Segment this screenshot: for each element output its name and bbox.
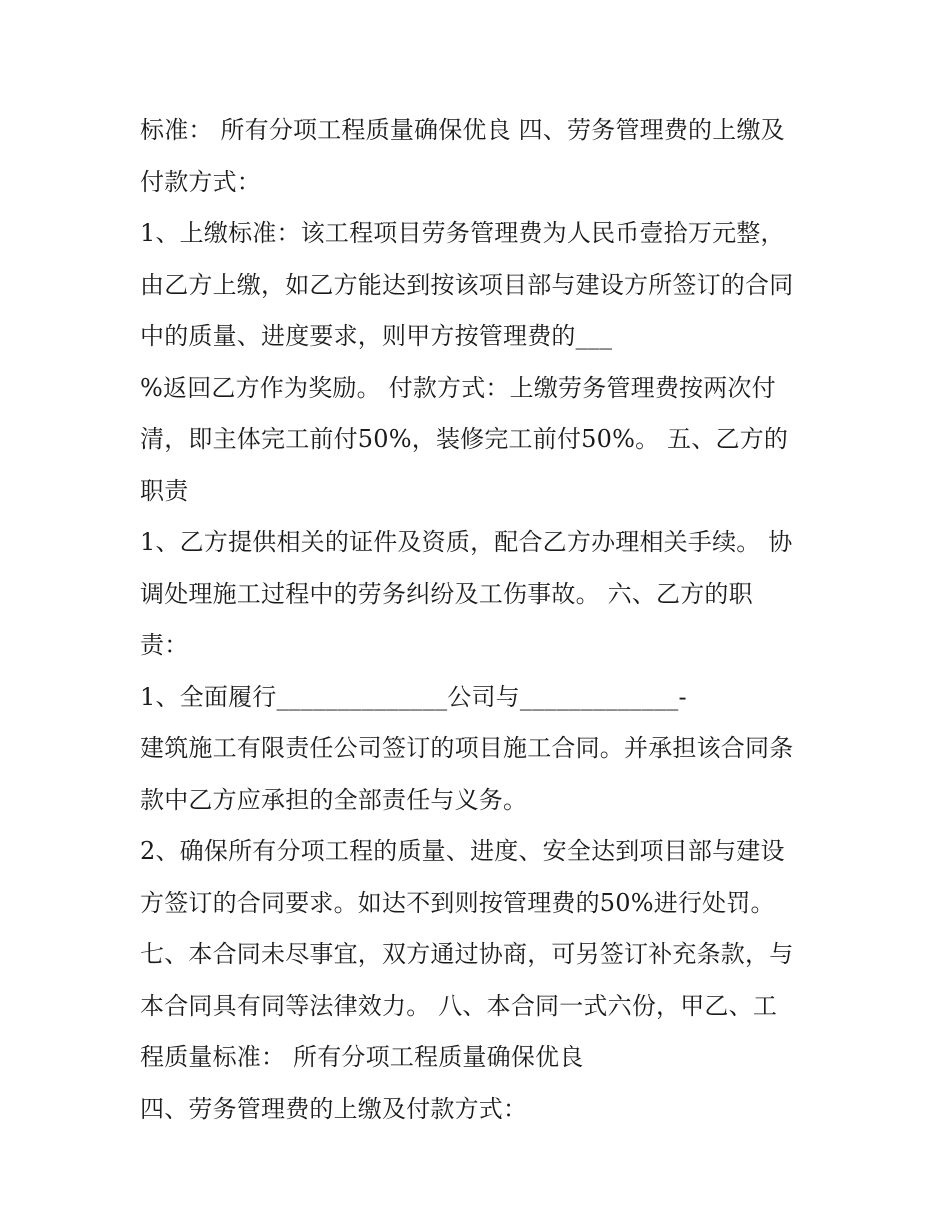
text-line: 调处理施工过程中的劳务纠纷及工伤事故。 六、乙方的职 [140, 579, 753, 608]
text-line: 1、上缴标准：该工程项目劳务管理费为人民币壹拾万元整， [140, 219, 785, 247]
text-line: %返回乙方作为奖励。 付款方式：上缴劳务管理费按两次付 [140, 373, 776, 402]
text-line: 中的质量、进度要求，则甲方按管理费的___ [140, 322, 613, 350]
text-line: 责： [140, 631, 189, 659]
text-line: 职责 [140, 476, 189, 505]
text-line: 1、乙方提供相关的证件及资质，配合乙方办理相关手续。 协 [140, 528, 793, 556]
text-line: 程质量标准： 所有分项工程质量确保优良 [140, 1043, 584, 1071]
text-line: 七、本合同未尽事宜，双方通过协商，可另签订补充条款，与 [140, 940, 794, 968]
text-line: 方签订的合同要求。如达不到则按管理费的50%进行处罚。 [140, 888, 775, 917]
text-line: 1、全面履行______________公司与_____________- [140, 682, 687, 711]
document-body [140, 105, 820, 1135]
text-line: 标准： 所有分项工程质量确保优良 四、劳务管理费的上缴及 [140, 116, 785, 144]
text-line: 付款方式： [140, 167, 261, 196]
text-line: 建筑施工有限责任公司签订的项目施工合同。并承担该合同条 [140, 734, 794, 762]
text-line: 由乙方上缴，如乙方能达到按该项目部与建设方所签订的合同 [140, 270, 794, 299]
text-line: 四、劳务管理费的上缴及付款方式： [140, 1094, 528, 1123]
text-line: 2、确保所有分项工程的质量、进度、安全达到项目部与建设 [140, 837, 785, 865]
text-line: 本合同具有同等法律效力。 八、本合同一式六份，甲乙、工 [140, 991, 778, 1020]
text-line: 款中乙方应承担的全部责任与义务。 [140, 785, 528, 814]
text-line: 清，即主体完工前付50%，装修完工前付50%。 五、乙方的 [140, 425, 789, 453]
